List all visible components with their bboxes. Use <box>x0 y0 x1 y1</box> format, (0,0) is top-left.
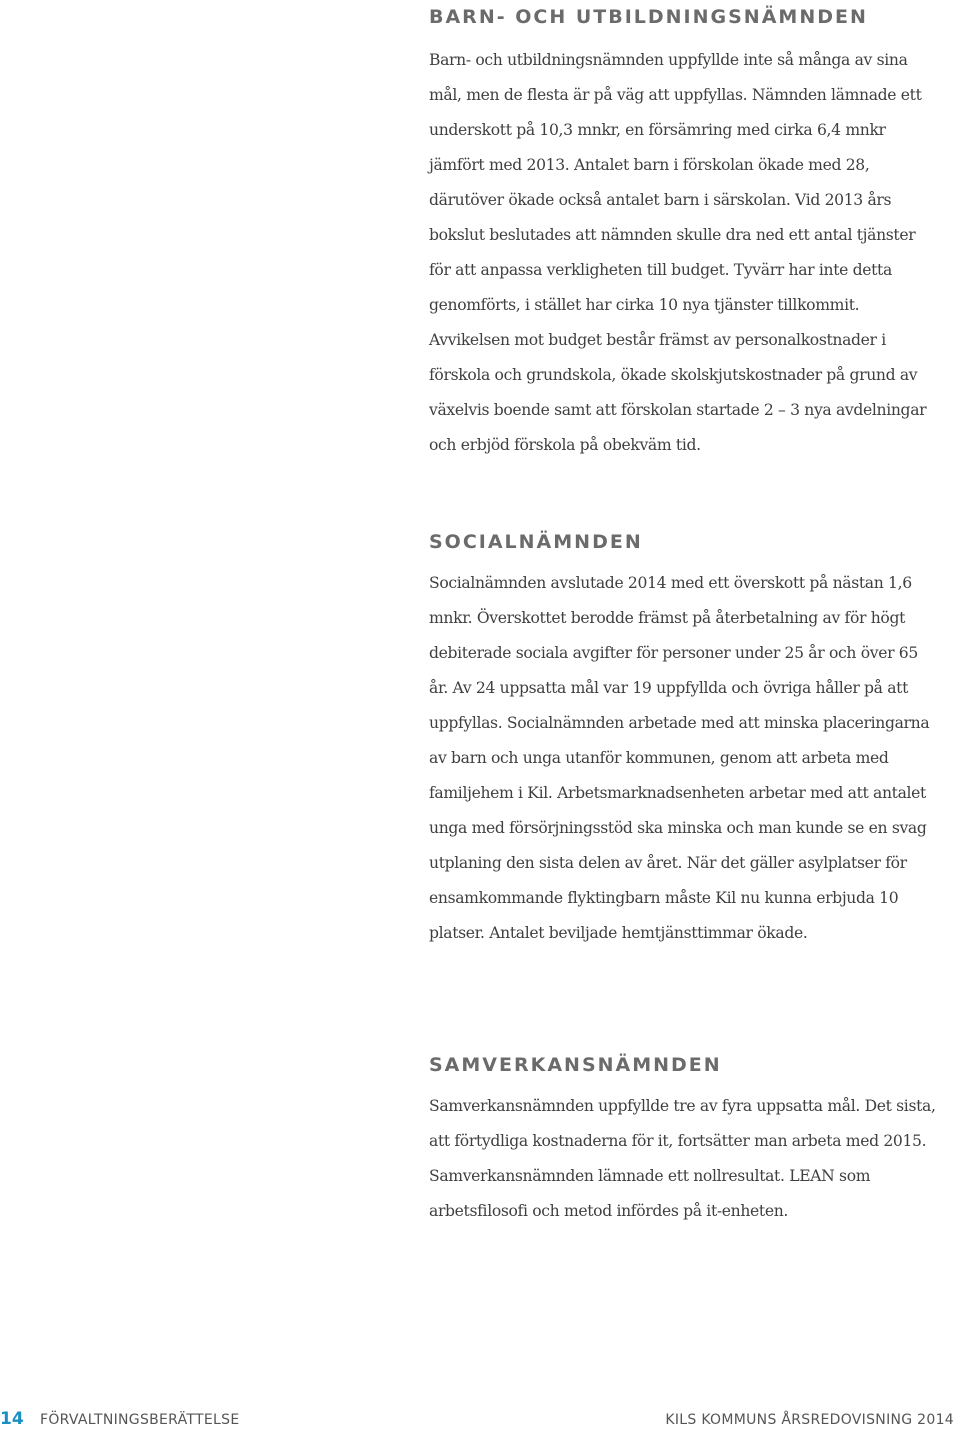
footer-section-label: FÖRVALTNINGSBERÄTTELSE <box>40 1412 240 1428</box>
section-heading: SOCIALNÄMNDEN <box>429 531 643 553</box>
section-heading: SAMVERKANSNÄMNDEN <box>429 1054 722 1076</box>
section-heading: BARN- OCH UTBILDNINGSNÄMNDEN <box>429 6 868 28</box>
section-body: Socialnämnden avslutade 2014 med ett överskott på nästan 1,6 mnkr. Överskottet berodde främst på återbetalning av för högt debiterade sociala avgifter för personer under 25 år och över 65 år. Av 24 uppsatta mål var 19 uppfyllda och övriga håller på att uppfyllas. Socialnämnden arbetade med att minska placeringarna av barn och unga utanför kommunen, genom att arbeta med familjehem i Kil. Arbetsmarknadsenheten arbetar med att antalet unga med försörjningsstöd ska minska och man kunde se en svag utplaning den sista delen av året. När det gäller asylplatser för ensamkommande flyktingbarn måste Kil nu kunna erbjuda 10 platser. Antalet beviljade hemtjänsttimmar ökade. <box>429 574 930 942</box>
page-number: 14 <box>0 1409 24 1429</box>
page-footer <box>0 1409 960 1429</box>
footer-document-label: KILS KOMMUNS ÅRSREDOVISNING 2014 <box>665 1412 954 1428</box>
section-samverkansnamnden <box>429 1053 941 1229</box>
section-body: Barn- och utbildningsnämnden uppfyllde inte så många av sina mål, men de flesta är på väg att uppfyllas. Nämnden lämnade ett underskott på 10,3 mnkr, en försämring med cirka 6,4 mnkr jämfört med 2013. Antalet barn i förskolan ökade med 28, därutöver ökade också antalet barn i särskolan. Vid 2013 års bokslut beslutades att nämnden skulle dra ned ett antal tjänster för att anpassa verkligheten till budget. Tyvärr har inte detta genomförts, i stället har cirka 10 nya tjänster tillkommit. Avvikelsen mot budget består främst av personalkostnader i förskola och grundskola, ökade skolskjutskostnader på grund av växelvis boende samt att förskolan startade 2 – 3 nya avdelningar och erbjöd förskola på obekväm tid. <box>429 51 927 454</box>
section-body: Samverkansnämnden uppfyllde tre av fyra uppsatta mål. Det sista, att förtydliga kostnaderna för it, fortsätter man arbeta med 2015. Samverkansnämnden lämnade ett nollresultat. LEAN som arbetsfilosofi och metod infördes på it-enheten. <box>429 1097 936 1220</box>
section-barn-och-utbildningsnamnden <box>429 5 941 463</box>
section-socialnamnden <box>429 530 941 951</box>
